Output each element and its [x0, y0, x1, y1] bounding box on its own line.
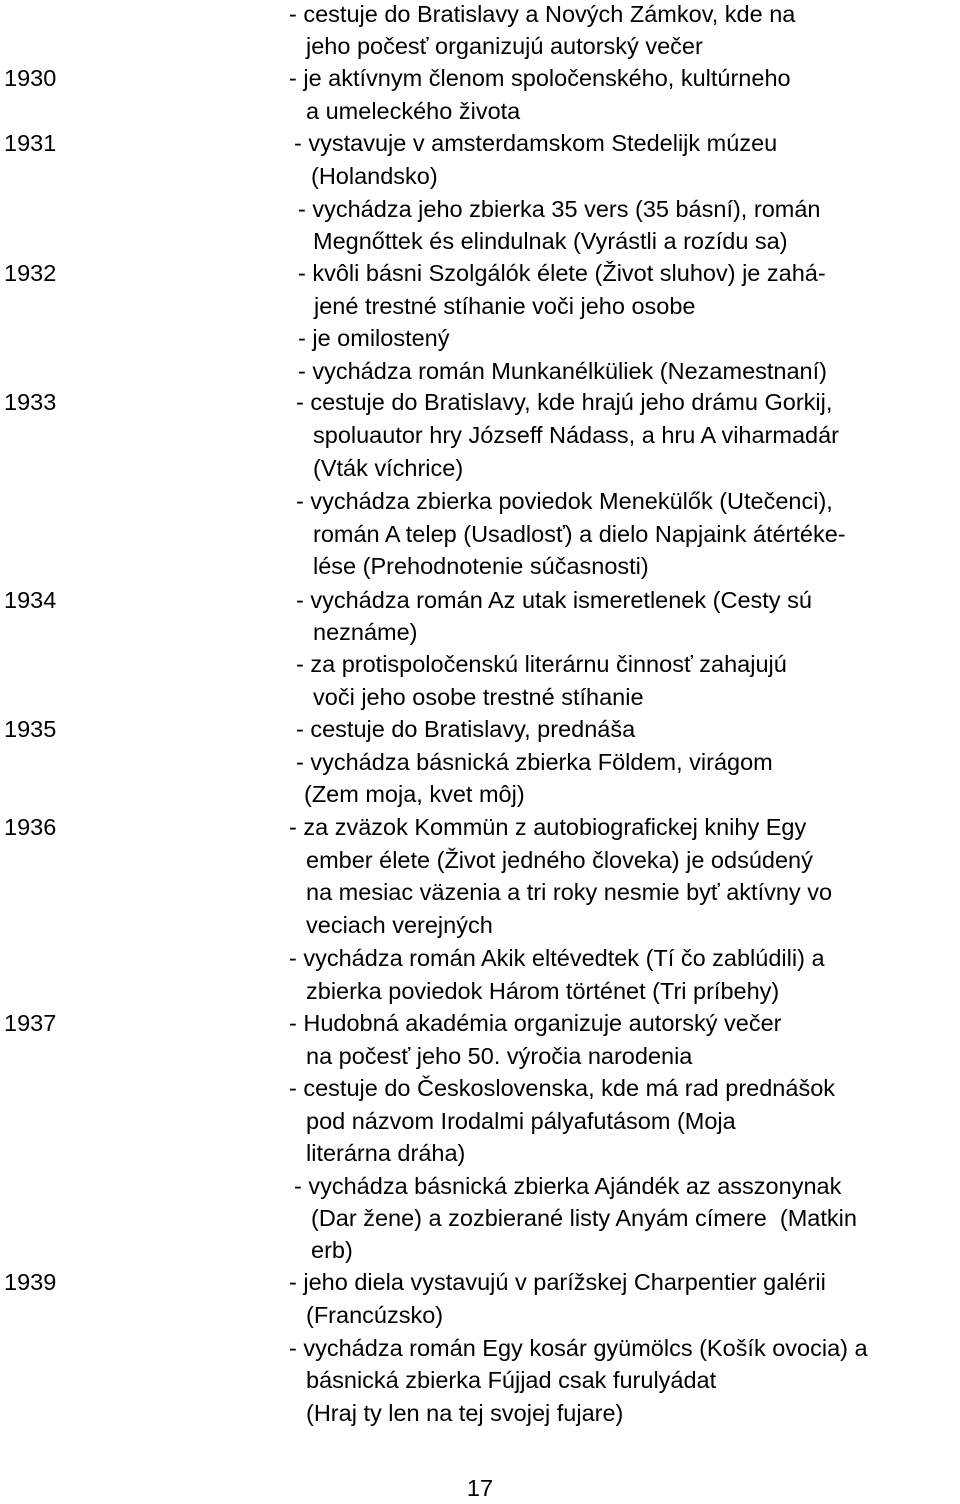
entry-line: Megnőttek és elindulnak (Vyrástli a rozídu sa) [313, 228, 788, 254]
entry-line: veciach verejných [306, 912, 493, 938]
entry-line: (Dar žene) a zozbierané listy Anyám címere (Matkin [311, 1205, 857, 1231]
year-label: 1939 [4, 1269, 57, 1295]
entry-line: na počesť jeho 50. výročia narodenia [306, 1043, 693, 1069]
page-number: 17 [466, 1475, 494, 1501]
year-label: 1935 [4, 716, 57, 742]
year-label: 1933 [4, 389, 57, 415]
entry-line: - za protispoločenskú literárnu činnosť zahajujú [296, 651, 787, 677]
entry-line: - vychádza román Az utak ismeretlenek (Cesty sú [296, 587, 812, 613]
entry-line: - je omilostený [298, 325, 450, 351]
entry-line: - vychádza básnická zbierka Földem, virágom [296, 749, 773, 775]
entry-line: - cestuje do Československa, kde má rad prednášok [289, 1075, 836, 1101]
entry-line: literárna dráha) [306, 1140, 466, 1166]
entry-line: - kvôli básni Szolgálók élete (Život sluhov) je zahá- [298, 260, 826, 286]
entry-line: básnická zbierka Fújjad csak furulyádat [306, 1367, 717, 1393]
year-label: 1936 [4, 814, 57, 840]
entry-line: (Holandsko) [311, 163, 438, 189]
entry-line: - vychádza román Akik eltévedtek (Tí čo zablúdili) a [289, 945, 825, 971]
entry-line: na mesiac väzenia a tri roky nesmie byť aktívny vo [306, 879, 833, 905]
entry-line: - vychádza básnická zbierka Ajándék az asszonynak [294, 1173, 842, 1199]
entry-line: - cestuje do Bratislavy a Nových Zámkov, kde na [289, 1, 796, 27]
entry-line: zbierka poviedok Három történet (Tri príbehy) [306, 978, 780, 1004]
entry-line: - vychádza jeho zbierka 35 vers (35 básní), román [298, 196, 821, 222]
entry-line: spoluautor hry Józseff Nádass, a hru A viharmadár [313, 422, 839, 448]
year-label: 1934 [4, 587, 57, 613]
entry-line: - za zväzok Kommün z autobiografickej knihy Egy [289, 814, 807, 840]
entry-line: - cestuje do Bratislavy, prednáša [296, 716, 636, 742]
year-label: 1937 [4, 1010, 57, 1036]
entry-line: neznáme) [313, 619, 418, 645]
entry-line: voči jeho osobe trestné stíhanie [313, 684, 644, 710]
year-label: 1932 [4, 260, 57, 286]
entry-line: - je aktívnym členom spoločenského, kultúrneho [289, 65, 791, 91]
entry-line: jeho počesť organizujú autorský večer [306, 33, 703, 59]
entry-line: a umeleckého života [306, 98, 521, 124]
entry-line: - vychádza zbierka poviedok Menekülők (Utečenci), [296, 488, 833, 514]
entry-line: - Hudobná akadémia organizuje autorský večer [289, 1010, 782, 1036]
entry-line: ember élete (Život jedného človeka) je odsúdený [306, 847, 813, 873]
year-label: 1931 [4, 130, 57, 156]
entry-line: pod názvom Irodalmi pályafutásom (Moja [306, 1108, 736, 1134]
entry-line: - vychádza román Munkanélküliek (Nezamestnaní) [298, 358, 827, 384]
year-label: 1930 [4, 65, 57, 91]
entry-line: (Hraj ty len na tej svojej fujare) [306, 1400, 624, 1426]
entry-line: (Francúzsko) [306, 1302, 444, 1328]
entry-line: (Vták víchrice) [313, 455, 464, 481]
entry-line: - jeho diela vystavujú v parížskej Charpentier galérii [289, 1269, 826, 1295]
entry-line: - cestuje do Bratislavy, kde hrajú jeho drámu Gorkij, [296, 389, 833, 415]
entry-line: - vystavuje v amsterdamskom Stedelijk múzeu [294, 130, 778, 156]
entry-line: román A telep (Usadlosť) a dielo Napjaink átértéke- [313, 521, 846, 547]
entry-line: jené trestné stíhanie voči jeho osobe [314, 293, 696, 319]
entry-line: (Zem moja, kvet môj) [304, 781, 525, 807]
entry-line: lése (Prehodnotenie súčasnosti) [313, 553, 649, 579]
entry-line: - vychádza román Egy kosár gyümölcs (Košík ovocia) a [289, 1335, 868, 1361]
entry-line: erb) [311, 1237, 353, 1263]
